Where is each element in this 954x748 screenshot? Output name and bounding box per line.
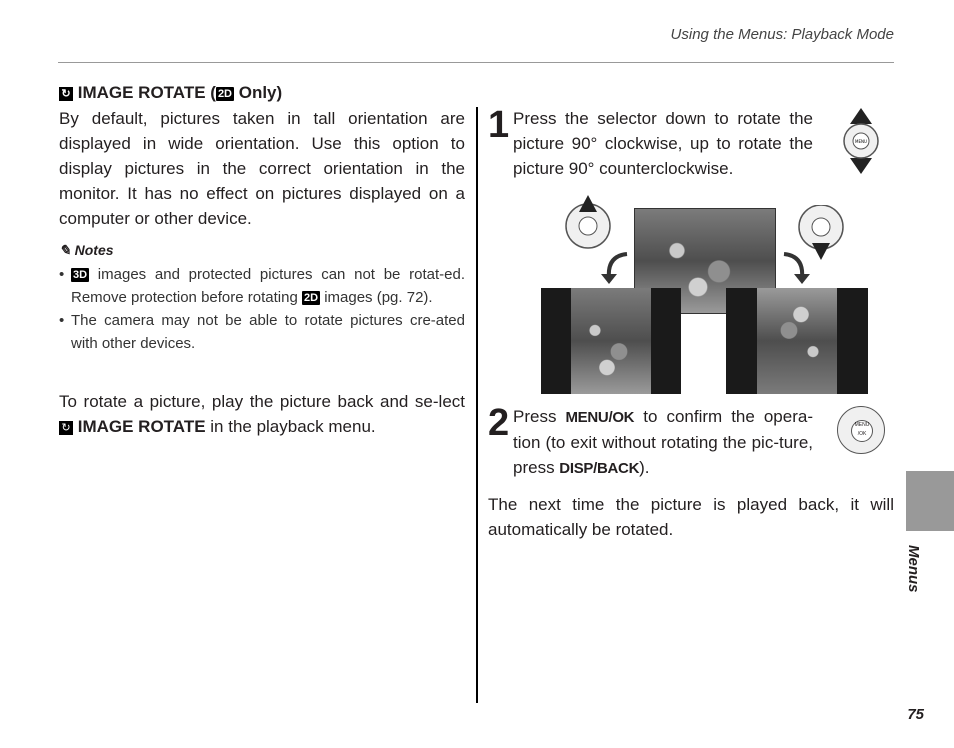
notes-list xyxy=(59,263,465,355)
instruction-text-a: To rotate a picture, play the picture back and se-lect xyxy=(59,392,465,411)
page-number: 75 xyxy=(907,706,924,723)
instruction-paragraph xyxy=(59,389,465,439)
step-2-text-a: Press xyxy=(513,407,566,426)
closing-paragraph: The next time the picture is played back, it will automatically be rotated. xyxy=(488,495,894,539)
rotated-cw-photo-image xyxy=(726,288,868,394)
notes-pencil-icon: ✎ xyxy=(59,242,71,258)
3d-badge-icon: 3D xyxy=(73,269,88,281)
title-suffix: Only) xyxy=(234,83,283,102)
rotated-ccw-photo-image xyxy=(541,288,681,394)
rotate-icon: ↻ xyxy=(59,87,73,101)
notes-heading xyxy=(59,242,114,259)
step-2-text-b: to confirm the opera-tion (to exit without rotating the pic-ture, press xyxy=(513,407,813,477)
selector-up-icon xyxy=(562,194,614,250)
step-2-text xyxy=(513,404,813,481)
svg-text:MENU: MENU xyxy=(855,139,867,144)
step-2-number: 2 xyxy=(488,402,510,444)
intro-paragraph: By default, pictures taken in tall orientation are displayed in wide orientation. Use this option to display pictures in the correct orientation in the monitor. It has no effect on pictures displayed on a computer or other device. xyxy=(59,109,465,228)
header-rule xyxy=(58,62,894,63)
instruction-bold: IMAGE ROTATE xyxy=(77,417,206,436)
step-2-text-c: ). xyxy=(639,458,650,477)
rotate-icon: ↻ xyxy=(59,421,73,435)
step-1-number: 1 xyxy=(488,104,510,146)
notes-label: Notes xyxy=(74,242,114,258)
step-1-text: Press the selector down to rotate the picture 90° clockwise, up to rotate the picture 90° counterclockwise. xyxy=(513,109,813,178)
section-title xyxy=(59,83,282,103)
2d-badge-icon: 2D xyxy=(303,292,319,304)
note-1-text-b: images (pg. 72). xyxy=(320,289,433,306)
menu-ok-button-label: MENU /OK xyxy=(851,420,873,442)
rotate-cw-arrow-icon xyxy=(778,250,814,286)
disp-back-key: DISP/BACK xyxy=(559,460,640,477)
section-tab xyxy=(906,471,954,531)
column-divider xyxy=(476,107,478,703)
instruction-text-b: in the playback menu. xyxy=(205,417,376,436)
side-tab-label: Menus xyxy=(905,545,922,593)
note-item-2: • The camera may not be able to rotate pictures cre-ated with other devices. xyxy=(59,309,465,355)
note-item-1 xyxy=(59,263,465,309)
2d-badge-icon: 2D xyxy=(217,88,232,100)
selector-updown-icon xyxy=(836,108,886,174)
running-header: Using the Menus: Playback Mode xyxy=(670,26,894,43)
rotate-ccw-arrow-icon xyxy=(597,250,633,286)
menu-ok-key: MENU/OK xyxy=(565,409,635,426)
title-prefix: IMAGE ROTATE ( xyxy=(77,83,216,102)
note-1-text-a: images and protected pictures can not be rotat-ed. Remove protection before rotating xyxy=(71,266,465,306)
selector-menu-ok-icon xyxy=(837,406,885,454)
